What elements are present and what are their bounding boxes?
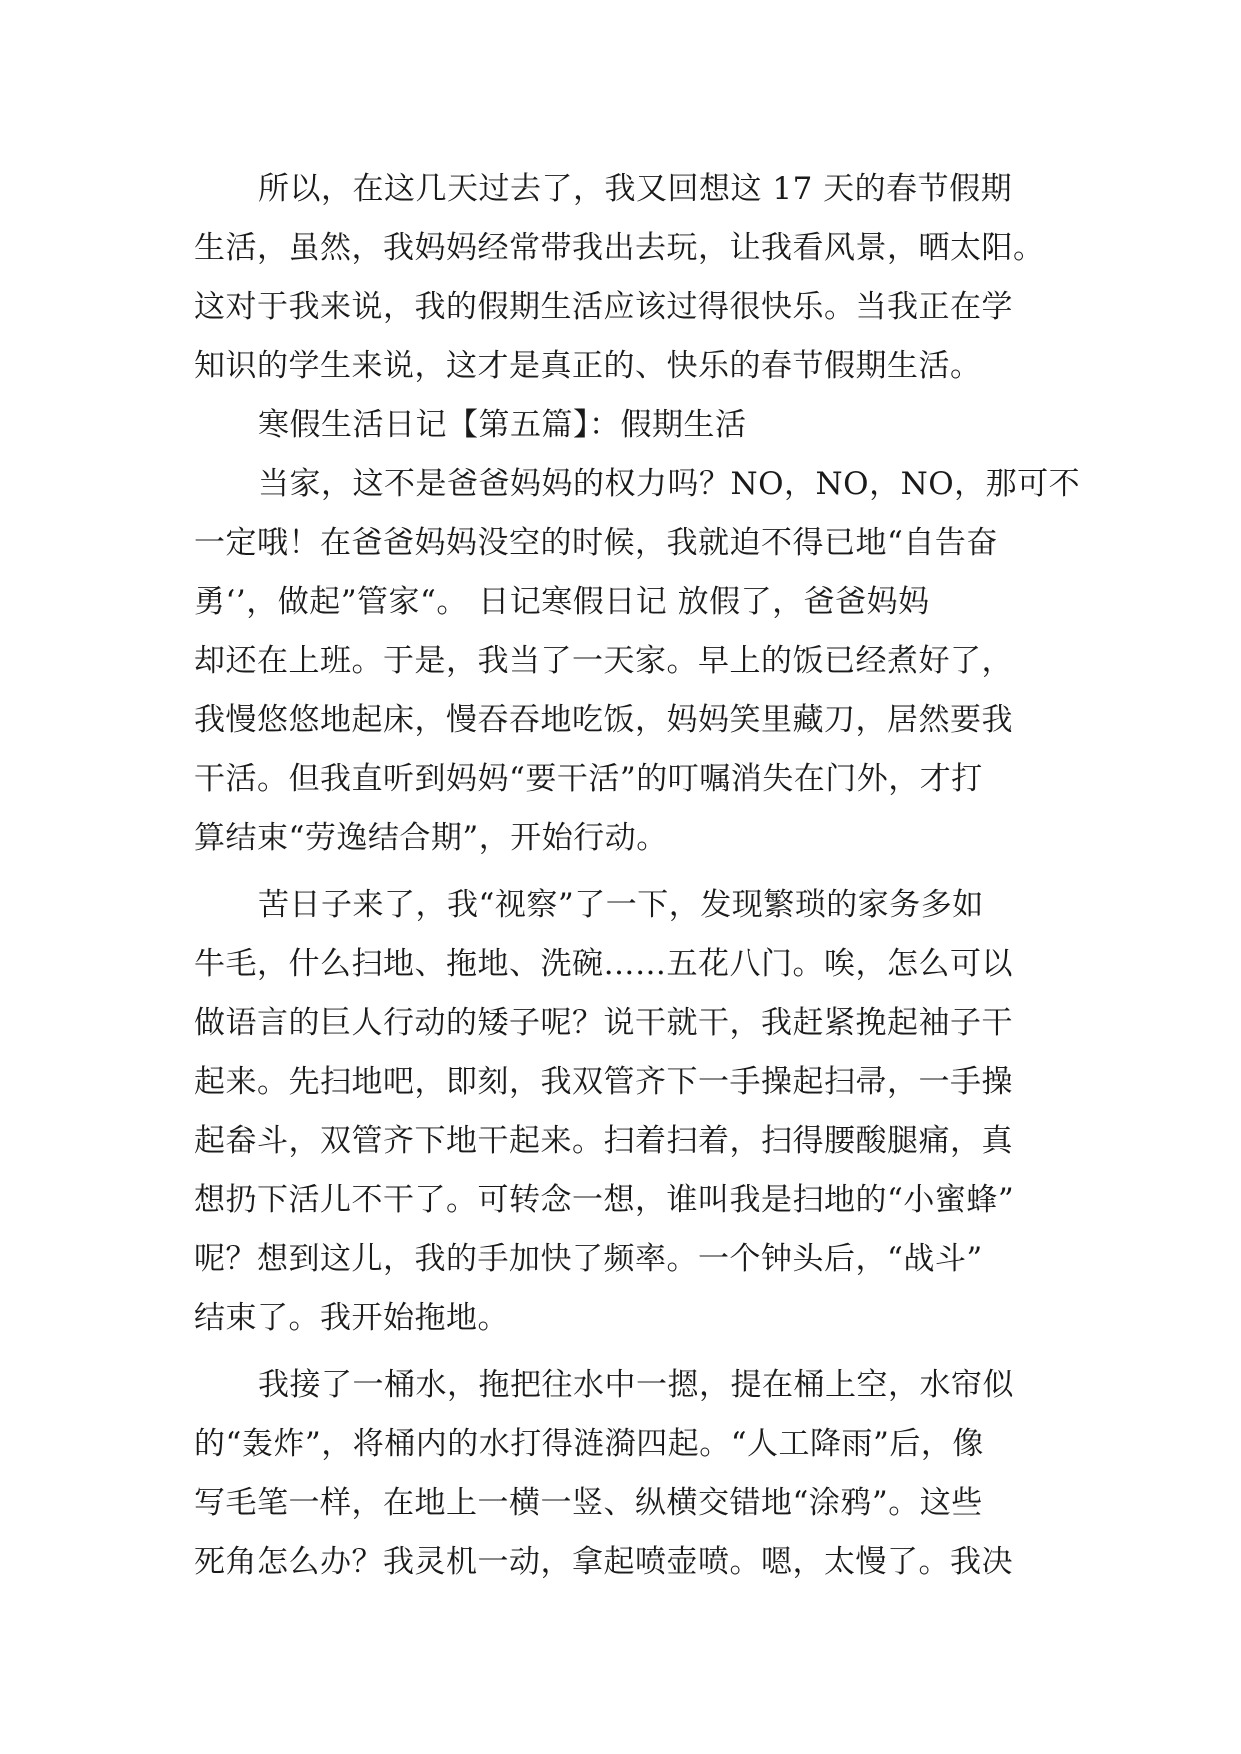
paragraph-line: 所以，在这几天过去了，我又回想这 17 天的春节假期 [258,171,1013,207]
paragraph-line: 我接了一桶水，拖把往水中一摁，提在桶上空，水帘似 [258,1367,1014,1403]
paragraph-line: 生活，虽然，我妈妈经常带我出去玩，让我看风景，晒太阳。 [194,230,1045,266]
paragraph-line: 结束了。我开始拖地。 [194,1300,509,1336]
paragraph-line: 这对于我来说，我的假期生活应该过得很快乐。当我正在学 [194,289,1013,325]
paragraph-line: 呢？想到这儿，我的手加快了频率。一个钟头后，“战斗” [194,1241,983,1277]
document-body [194,160,1081,1592]
paragraph-line: 起畚斗，双管齐下地干起来。扫着扫着，扫得腰酸腿痛，真 [194,1123,1013,1159]
paragraph-line: 的“轰炸”，将桶内的水打得涟漪四起。“人工降雨”后，像 [194,1426,984,1462]
paragraph-line: 勇‘’，做起”管家“。 日记寒假日记 放假了，爸爸妈妈 [194,584,930,620]
section-heading: 寒假生活日记【第五篇】：假期生活 [258,407,747,443]
paragraph-line: 算结束“劳逸结合期”，开始行动。 [194,820,668,856]
paragraph-line: 苦日子来了，我“视察”了一下，发现繁琐的家务多如 [258,887,984,923]
paragraph-line: 起来。先扫地吧，即刻，我双管齐下一手操起扫帚，一手操 [194,1064,1013,1100]
paragraph-line: 做语言的巨人行动的矮子呢？说干就干，我赶紧挽起袖子干 [194,1005,1013,1041]
paragraph-line: 我慢悠悠地起床，慢吞吞地吃饭，妈妈笑里藏刀，居然要我 [194,702,1013,738]
paragraph-line: 写毛笔一样，在地上一横一竖、纵横交错地“涂鸦”。这些 [194,1485,983,1521]
paragraph-line: 死角怎么办？我灵机一动，拿起喷壶喷。嗯，太慢了。我决 [194,1544,1013,1580]
paragraph-line: 知识的学生来说，这才是真正的、快乐的春节假期生活。 [194,348,982,384]
paragraph-line: 却还在上班。于是，我当了一天家。早上的饭已经煮好了， [194,643,1013,679]
paragraph-line: 干活。但我直听到妈妈“要干活”的叮嘱消失在门外，才打 [194,761,983,797]
paragraph-line: 牛毛，什么扫地、拖地、洗碗……五花八门。唉，怎么可以 [194,946,1013,982]
paragraph-line: 一定哦！在爸爸妈妈没空的时候，我就迫不得已地“自告奋 [194,525,998,561]
paragraph-line: 当家，这不是爸爸妈妈的权力吗？NO，NO，NO，那可不 [258,466,1081,502]
paragraph-line: 想扔下活儿不干了。可转念一想，谁叫我是扫地的“小蜜蜂” [194,1182,1015,1218]
